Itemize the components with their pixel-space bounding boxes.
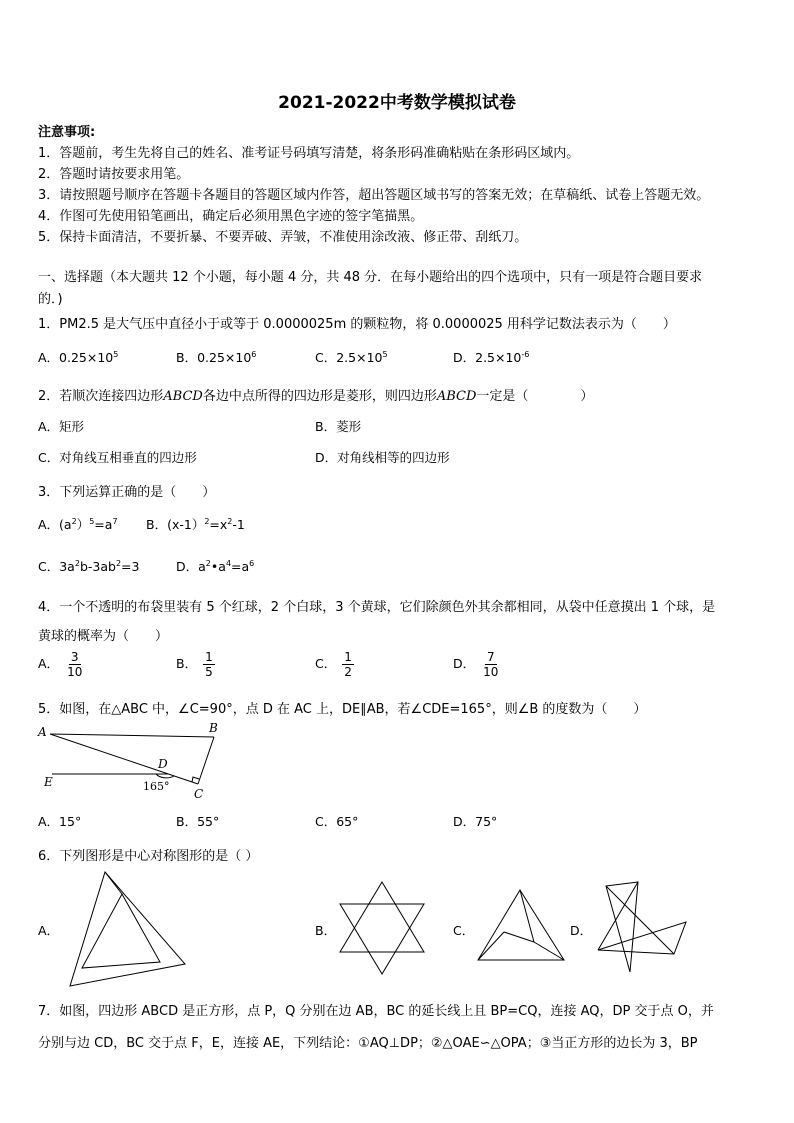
- question-3-stem: 3．下列运算正确的是（ ）: [38, 485, 216, 500]
- notice-item-1: 1．答题前，考生先将自己的姓名、准考证号码填写清楚，将条形码准确粘贴在条形码区域内。: [38, 146, 580, 161]
- question-6-figure-b[interactable]: [334, 878, 430, 978]
- question-4-option-b[interactable]: B． $\frac{1}{5}$: [176, 650, 213, 679]
- question-1-option-d[interactable]: D．$2.5\times 10^{-6}$: [453, 350, 530, 365]
- question-6-option-c-label[interactable]: C．: [453, 923, 475, 938]
- question-6-figure-c[interactable]: [474, 886, 570, 966]
- question-4-line-2: 黄球的概率为（ ）: [38, 629, 169, 644]
- section-heading-line-2: 的．): [38, 292, 63, 307]
- question-7-line-2: 分别与边 CD，BC 交于点 F，E，连接 AE，下列结论：①AQ⊥DP；②△OAE∽△OPA；③当正方形的边长为 3，BP: [38, 1036, 698, 1051]
- question-1-stem: 1．PM2.5 是大气压中直径小于或等于 0.0000025m 的颗粒物，将 0.0000025 用科学记数法表示为（ ）: [38, 317, 676, 332]
- notice-item-3: 3．请按照题号顺序在答题卡各题目的答题区域内作答，超出答题区域书写的答案无效；在草稿纸、试卷上答题无效。: [38, 188, 710, 203]
- angle-label: 165°: [143, 780, 170, 793]
- segment-bc: [198, 737, 214, 784]
- segment-ab: [50, 734, 214, 737]
- question-6-option-a-label[interactable]: A．: [38, 923, 60, 938]
- notice-item-5: 5．保持卡面清洁，不要折暴、不要弄破、弄皱，不准使用涂改液、修正带、刮纸刀。: [38, 230, 528, 245]
- point-d-label: D: [158, 757, 168, 771]
- question-1-option-c[interactable]: C．$2.5\times 10^5$: [315, 350, 388, 365]
- notice-item-2: 2．答题时请按要求用笔。: [38, 167, 190, 182]
- question-2-stem: 2．若顺次连接四边形ABCD各边中点所得的四边形是菱形，则四边形ABCD一定是（ ）: [38, 389, 594, 404]
- point-e-label: E: [44, 775, 53, 789]
- notice-item-4: 4．作图可先使用铅笔画出，确定后必须用黑色字迹的签字笔描黑。: [38, 209, 424, 224]
- question-2-option-b[interactable]: B．菱形: [315, 419, 362, 434]
- question-3-option-b[interactable]: B．$(x-1)^2=x^2-1$: [146, 517, 245, 532]
- question-3-option-c[interactable]: C．$3a^2b-3ab^2=3$: [38, 559, 140, 574]
- question-2-option-c[interactable]: C．对角线互相垂直的四边形: [38, 450, 197, 465]
- question-5-figure: [36, 722, 226, 802]
- point-b-label: B: [209, 722, 218, 735]
- question-3-option-d[interactable]: D．$a^2•a^4=a^6$: [176, 559, 255, 574]
- question-6-stem: 6．下列图形是中心对称图形的是（ ）: [38, 849, 259, 864]
- question-4-option-c[interactable]: C． $\frac{1}{2}$: [315, 650, 352, 679]
- question-5-option-c[interactable]: C．65°: [315, 814, 359, 829]
- page-title: 2021-2022中考数学模拟试卷: [278, 93, 516, 113]
- question-2-option-d[interactable]: D．对角线相等的四边形: [315, 450, 450, 465]
- question-5-stem: 5．如图，在△ABC 中，∠C=90°，点 D 在 AC 上，DE∥AB，若∠CDE=165°，则∠B 的度数为（ ）: [38, 702, 647, 717]
- question-5-option-a[interactable]: A．15°: [38, 814, 82, 829]
- question-3-option-a[interactable]: A．$(a^2)^5=a^7$: [38, 517, 118, 532]
- question-5-option-b[interactable]: B．55°: [176, 814, 220, 829]
- point-a-label: A: [38, 725, 47, 739]
- question-6-option-d-label[interactable]: D．: [570, 923, 593, 938]
- question-2-option-a[interactable]: A．矩形: [38, 419, 85, 434]
- question-6-figure-a[interactable]: [60, 868, 190, 988]
- question-1-option-b[interactable]: B．$0.25\times 10^6$: [176, 350, 257, 365]
- question-4-line-1: 4．一个不透明的布袋里装有 5 个红球，2 个白球，3 个黄球，它们除颜色外其余都相同，从袋中任意摸出 1 个球，是: [38, 600, 716, 615]
- notice-heading: 注意事项:: [38, 125, 96, 140]
- right-angle-mark: [192, 777, 199, 782]
- question-1-option-a[interactable]: A．$0.25\times 10^5$: [38, 350, 119, 365]
- question-4-option-a[interactable]: A． $\frac{3}{10}$: [38, 650, 83, 679]
- question-4-option-d[interactable]: D． $\frac{7}{10}$: [453, 650, 499, 679]
- question-7-line-1: 7．如图，四边形 ABCD 是正方形，点 P，Q 分别在边 AB，BC 的延长线上且 BP=CQ，连接 AQ，DP 交于点 O，并: [38, 1004, 714, 1019]
- section-heading-line-1: 一、选择题（本大题共 12 个小题，每小题 4 分，共 48 分．在每小题给出的四个选项中，只有一项是符合题目要求: [38, 270, 703, 285]
- question-5-option-d[interactable]: D．75°: [453, 814, 498, 829]
- question-6-option-b-label[interactable]: B．: [315, 923, 337, 938]
- question-6-figure-d[interactable]: [594, 878, 690, 974]
- segment-ac: [50, 734, 198, 784]
- point-c-label: C: [194, 787, 204, 801]
